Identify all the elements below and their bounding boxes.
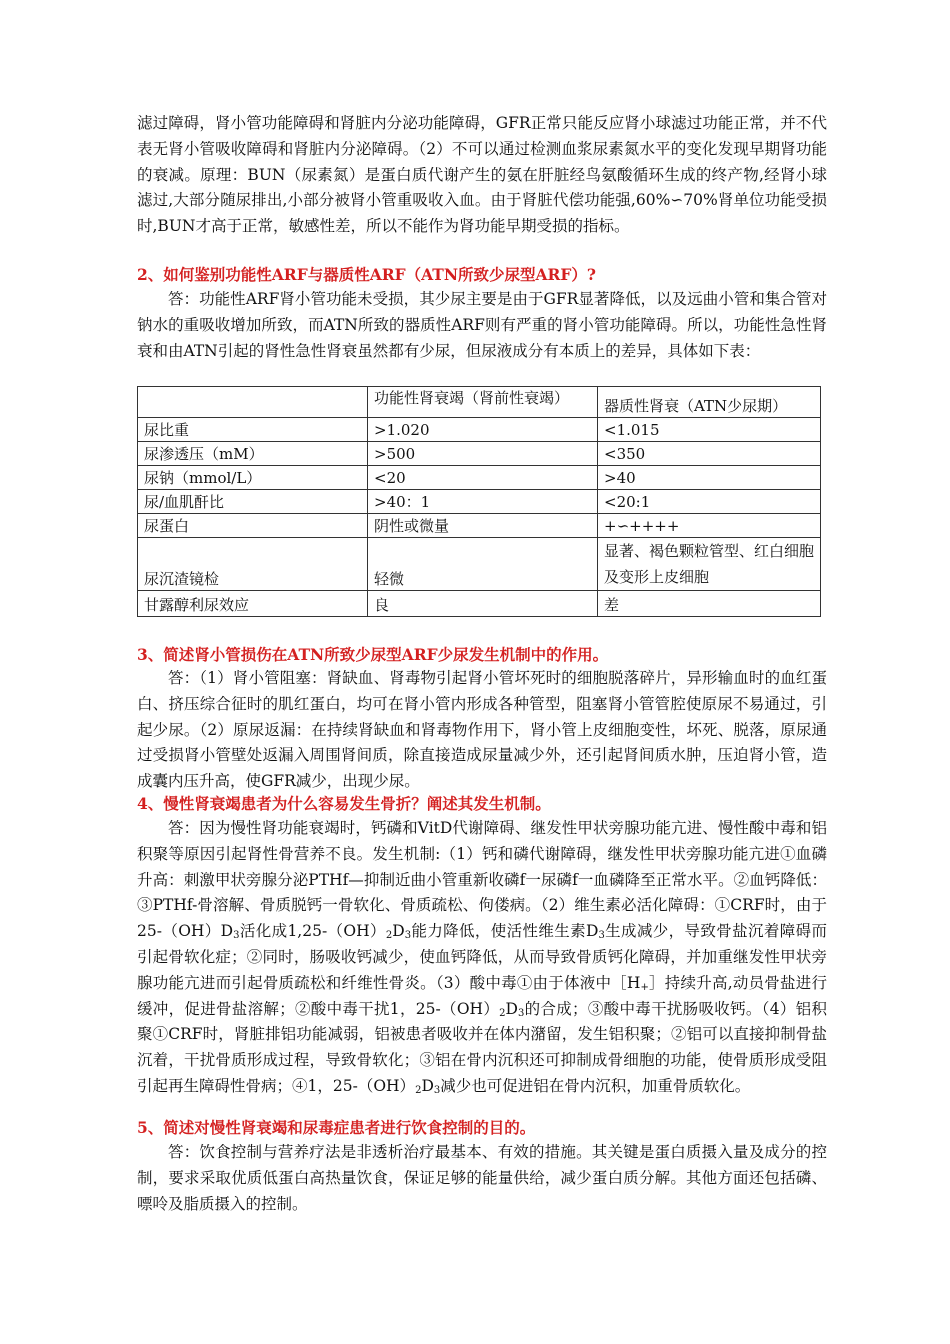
table-header-cell: 功能性肾衰竭（肾前性衰竭） xyxy=(368,387,598,418)
question-4-title: 4、慢性肾衰竭患者为什么容易发生骨折？阐述其发生机制。 xyxy=(137,794,551,813)
subscript: 3 xyxy=(404,930,412,942)
table-row xyxy=(138,418,821,442)
subscript: 3 xyxy=(517,1007,525,1019)
table-cell: 显著、褐色颗粒管型、红白细胞及变形上皮细胞 xyxy=(598,538,821,591)
table-cell: >500 xyxy=(368,442,598,466)
table-cell: >40 xyxy=(598,466,821,490)
table-cell: 阴性或微量 xyxy=(368,514,598,538)
question-5-answer: 答：饮食控制与营养疗法是非透析治疗最基本、有效的措施。其关键是蛋白质摄入量及成分的控制，要求采取优质低蛋白高热量饮食，保证足够的能量供给，减少蛋白质分解。其他方面还包括磷、嘌呤及脂质摄入的控制。 xyxy=(137,1143,827,1213)
table-cell: 尿比重 xyxy=(138,418,368,442)
table-cell: +∽++++ xyxy=(598,514,821,538)
table-cell: 尿/血肌酐比 xyxy=(138,490,368,514)
table-cell: <350 xyxy=(598,442,821,466)
table-header-cell: 器质性肾衰（ATN少尿期） xyxy=(598,387,821,418)
answer-text: 活化成1,25-（OH） xyxy=(239,922,386,941)
table-row xyxy=(138,591,821,617)
subscript: 3 xyxy=(598,930,605,942)
table-cell: 尿渗透压（mM） xyxy=(138,442,368,466)
answer-text: D xyxy=(505,999,518,1018)
table-cell: 差 xyxy=(598,591,821,617)
answer-text: 减少也可促进铝在骨内沉积，加重骨质软化。 xyxy=(440,1076,751,1095)
subscript: 2 xyxy=(415,1084,422,1096)
intro-paragraph: 滤过障碍，肾小管功能障碍和肾脏内分泌功能障碍，GFR正常只能反应肾小球滤过功能正常，并不代表无肾小管吸收障碍和肾脏内分泌障碍。（2）不可以通过检测血浆尿素氮水平的变化发现早期肾功能的衰减。原理：BUN（尿素氮）是蛋白质代谢产生的氨在肝脏经鸟氨酸循环生成的终产物,经肾小球滤过,大部分随尿排出,小部分被肾小管重吸收入血。由于肾脏代偿功能强,60%∽70%肾单位功能受损时,BUN才高于正常，敏感性差，所以不能作为肾功能早期受损的指标。 xyxy=(137,114,827,236)
table-cell: >1.020 xyxy=(368,418,598,442)
table-cell: 良 xyxy=(368,591,598,617)
question-3-answer: 答：（1）肾小管阻塞：肾缺血、肾毒物引起肾小管坏死时的细胞脱落碎片，异形输血时的血红蛋白、挤压综合征时的肌红蛋白，均可在肾小管内形成各种管型，阻塞肾小管管腔使原尿不易通过，引起少尿。（2）原尿返漏：在持续肾缺血和肾毒物作用下，肾小管上皮细胞变性，坏死、脱落，原尿通过受损肾小管壁处返漏入周围肾间质，除直接造成尿量减少外，还引起肾间质水肿，压迫肾小管，造成囊内压升高，使GFR减少，出现少尿。 xyxy=(137,669,827,791)
table-cell: >40：1 xyxy=(368,490,598,514)
answer-text: ］持续升高,动员骨盐进行缓冲，促进骨盐溶解；②酸中毒干扰1，25-（OH） xyxy=(137,973,827,1018)
answer-text: D xyxy=(392,922,405,941)
table-header-cell xyxy=(138,387,368,418)
table-cell: 轻微 xyxy=(368,538,598,591)
table-row xyxy=(138,466,821,490)
subscript: + xyxy=(640,981,649,993)
subscript: 2 xyxy=(499,1007,506,1019)
table-cell: 尿蛋白 xyxy=(138,514,368,538)
question-4-answer xyxy=(137,816,827,1100)
table-row xyxy=(138,490,821,514)
answer-text: 生成减少，导致骨盐沉着障碍而引起骨软化症；②同时，肠吸收钙减少，使血钙降低，从而导致骨质钙化障碍，并加重继发性甲状旁腺功能亢进而引起骨质疏松和纤维性骨炎。（3）酸中毒①由于体液中［H xyxy=(137,922,827,992)
table-cell: <20 xyxy=(368,466,598,490)
table-header-row xyxy=(138,387,821,418)
table-cell: 尿钠（mmol/L） xyxy=(138,466,368,490)
table-cell: <20:1 xyxy=(598,490,821,514)
table-cell: <1.015 xyxy=(598,418,821,442)
question-5-title: 5、简述对慢性肾衰竭和尿毒症患者进行饮食控制的目的。 xyxy=(137,1118,536,1137)
subscript: 3 xyxy=(233,930,240,942)
table-cell: 甘露醇利尿效应 xyxy=(138,591,368,617)
table-cell: 尿沉渣镜检 xyxy=(138,538,368,591)
question-2-title: 2、如何鉴别功能性ARF与器质性ARF（ATN所致少尿型ARF）? xyxy=(137,265,596,284)
answer-text: 的合成；③酸中毒干扰肠吸收钙。（4）铝积聚①CRF时，肾脏排铝功能减弱，铝被患者吸收并在体内潴留，发生铝积聚；②铝可以直接抑制骨盐沉着，干扰骨质形成过程，导致骨软化；③铝在骨内沉积还可抑制成骨细胞的功能，使骨质形成受阻引起再生障碍性骨病；④1，25-（OH） xyxy=(137,999,827,1095)
table-row xyxy=(138,514,821,538)
question-2-answer: 答：功能性ARF肾小管功能未受损，其少尿主要是由于GFR显著降低，以及远曲小管和集合管对钠水的重吸收增加所致，而ATN所致的器质性ARF则有严重的肾小管功能障碍。所以，功能性急性肾衰和由ATN引起的肾性急性肾衰虽然都有少尿，但尿液成分有本质上的差异，具体如下表： xyxy=(137,290,827,360)
comparison-table xyxy=(137,386,821,617)
table-row xyxy=(138,538,821,591)
subscript: 3 xyxy=(433,1084,441,1096)
answer-text: 能力降低，使活性维生素D xyxy=(411,922,599,941)
question-3-title: 3、简述肾小管损伤在ATN所致少尿型ARF少尿发生机制中的作用。 xyxy=(137,645,609,664)
subscript: 2 xyxy=(385,930,393,942)
answer-text: D xyxy=(421,1076,434,1095)
answer-text: 答：因为慢性肾功能衰竭时，钙磷和VitD代谢障碍、继发性甲状旁腺功能亢进、慢性酸中毒和铝积聚等原因引起肾性骨营养不良。发生机制:（1）钙和磷代谢障碍，继发性甲状旁腺功能亢进①血磷升高：刺激甲状旁腺分泌PTHf—抑制近曲小管重新收磷f一尿磷f一血磷降至正常水平。②血钙降低：③PTHf-骨溶解、骨质脱钙一骨软化、骨质疏松、佝偻病。（2）维生素必活化障碍：①CRF时，由于25-（OH）D xyxy=(137,819,827,941)
table-row xyxy=(138,442,821,466)
